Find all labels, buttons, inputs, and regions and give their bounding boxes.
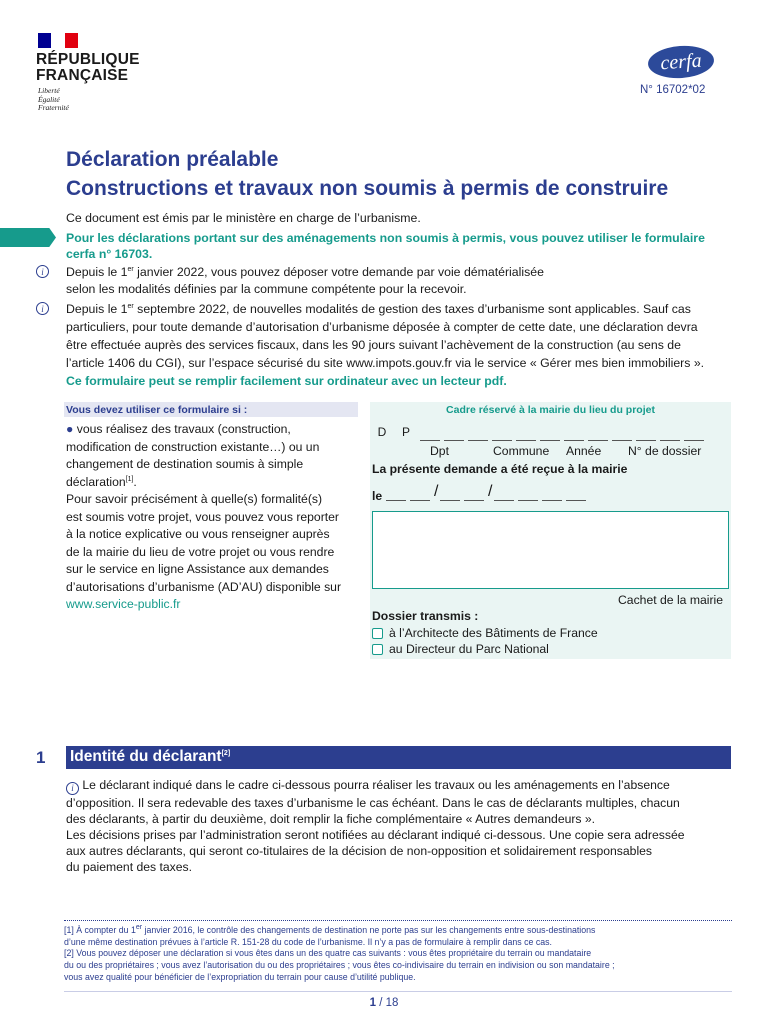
bullet-icon: ● — [66, 422, 74, 436]
section-title: Identité du déclarant[2] — [66, 746, 731, 769]
motto-liberte: Liberté — [38, 86, 60, 95]
prefix-d: D — [377, 425, 387, 439]
cachet-label: Cachet de la mairie — [618, 593, 723, 607]
footnotes-divider — [64, 920, 732, 921]
mairie-heading: Cadre réservé à la mairie du lieu du projet — [446, 404, 655, 416]
intro-teal-line1: Pour les déclarations portant sur des aménagements non soumis à permis, vous pouvez utiliser le formulaire — [66, 231, 705, 245]
page-number: 1 / 18 — [369, 997, 399, 1009]
label-dpt: Dpt — [430, 444, 449, 458]
footnotes: [1] À compter du 1er janvier 2016, le contrôle des changements de destination ne porte pas sur les changements entre sous-destinations d’une même destination prévues à l’article R. 151-28 du code de l’urbanisme. Il n’y a pas de formulaire à remplir dans ce cas. [2] Vous pouvez déposer une déclaration si vous êtes dans un des quatre cas suivants : vous êtes propriétaire du terrain ou mandataire du ou des propriétaires ; vous avez l’autorisation du ou des propriétaires ; vous êtes co-indivisaire du terrain en indivision ou son mandataire ; vous avez qualité pour bénéficier de l’expropriation du terrain pour cause d’utilité publique. — [64, 924, 615, 982]
received-date-field[interactable]: / / — [386, 485, 590, 501]
cachet-field[interactable] — [372, 511, 729, 589]
arrow-marker-icon — [0, 228, 56, 247]
label-dossier: N° de dossier — [628, 444, 702, 458]
date-prefix: le — [372, 489, 383, 503]
info-icon: i — [66, 782, 79, 795]
info2-line4: l’article 1406 du CGI), sur l’espace sécurisé du site www.impots.gouv.fr via le service « Gérer mes bien immobiliers ». — [66, 356, 705, 370]
info2-line3: être effectuée auprès des services fiscaux, dans les 90 jours suivant l’achèvement de la construction (au sens de — [66, 338, 681, 352]
intro-text: Ce document est émis par le ministère en charge de l’urbanisme. — [66, 211, 421, 225]
page-divider — [64, 991, 732, 992]
info-icon: i — [36, 265, 49, 278]
cerfa-logo: cerfa — [647, 44, 715, 81]
service-public-link[interactable]: www.service-public.fr — [66, 597, 181, 611]
abf-checkbox[interactable] — [372, 628, 383, 639]
info2-line1: Depuis le 1er septembre 2022, de nouvelles modalités de gestion des taxes d’urbanisme sont applicables. Sauf cas — [66, 302, 691, 316]
parc-national-label: au Directeur du Parc National — [389, 642, 549, 656]
abf-label: à l’Architecte des Bâtiments de France — [389, 626, 598, 640]
section1-text: i Le déclarant indiqué dans le cadre ci-dessous pourra réaliser les travaux ou les aménagements en l’absence d’opposition. Il sera redevable des taxes d’urbanisme le cas échéant. Dans le cas de déclarants multiples, chacun des déclarants, à partir du deuxième, doit remplir la fiche complémentaire « Autres demandeurs ». Les décisions prises par l’administration seront notifiées au déclarant indiqué ci-dessous. Une copie sera adressée aux autres déclarants, qui seront co-titulaires de la décision de non-opposition et solidairement responsables du paiement des taxes. — [66, 778, 685, 874]
dossier-number-field[interactable] — [372, 425, 708, 441]
intro-teal-line2: cerfa n° 16703. — [66, 247, 153, 261]
info1-line1: Depuis le 1er janvier 2022, vous pouvez déposer votre demande par voie dématérialisée — [66, 265, 544, 279]
republic-line1: RÉPUBLIQUE — [36, 51, 140, 68]
cerfa-number: N° 16702*02 — [640, 84, 706, 96]
page-title: Déclaration préalable — [66, 148, 279, 171]
prefix-p: P — [401, 425, 410, 439]
info-icon: i — [36, 302, 49, 315]
must-use-heading: Vous devez utiliser ce formulaire si : — [64, 402, 358, 417]
parc-national-checkbox[interactable] — [372, 644, 383, 655]
transmis-label: Dossier transmis : — [372, 609, 479, 623]
received-label: La présente demande a été reçue à la mairie — [372, 462, 628, 476]
page-subtitle: Constructions et travaux non soumis à permis de construire — [66, 177, 669, 200]
section-number: 1 — [36, 748, 46, 767]
info1-line2: selon les modalités définies par la commune compétente pour la recevoir. — [66, 282, 467, 296]
label-annee: Année — [566, 444, 602, 458]
label-commune: Commune — [493, 444, 550, 458]
must-use-text: ● vous réalisez des travaux (construction, modification de construction existante…) ou un changement de destination soumis à simple déclaration[1]. Pour savoir précisément à quelle(s) formalité(s) est soumis votre projet, vous pouvez vous reporter à la notice explicative ou vous renseigner auprès de la mairie du lieu de votre projet ou vous rendre sur le service en ligne Assistance aux demandes d’autorisations d’urbanisme (AD’AU) disponible sur www.service-public.fr — [66, 421, 360, 614]
republique-francaise-logo — [36, 52, 140, 84]
french-flag-logo — [38, 33, 78, 48]
republic-motto — [38, 87, 69, 113]
info2-bold: Ce formulaire peut se remplir facilement sur ordinateur avec un lecteur pdf. — [66, 374, 507, 388]
motto-fraternite: Fraternité — [38, 103, 69, 112]
motto-egalite: Égalité — [38, 94, 60, 104]
info2-line2: particuliers, pour toute demande d’autorisation d’urbanisme déposée à compter de cette date, une déclaration devra — [66, 320, 698, 334]
republic-line2: FRANÇAISE — [36, 67, 129, 84]
